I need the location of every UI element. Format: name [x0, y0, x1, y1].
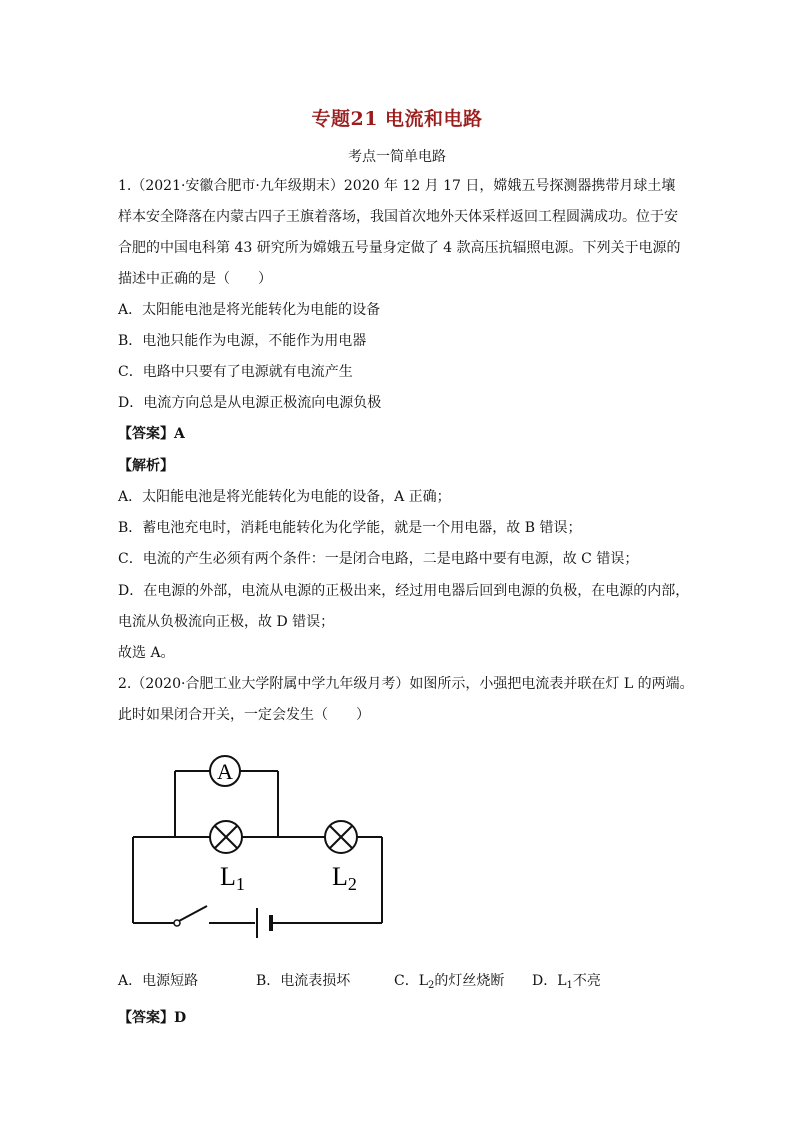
q2-option-a: A．电源短路 [118, 973, 199, 989]
lamp-l1-label: L1 [220, 862, 245, 894]
q1-analysis-line-1: A．太阳能电池是将光能转化为电能的设备，A 正确； [118, 489, 451, 505]
q1-answer: 【答案】A [118, 426, 185, 442]
q1-analysis-line-4: D．在电源的外部，电流从电源的正极出来，经过用电器后回到电源的负极，在电源的内部， [118, 583, 690, 599]
switch-lever [179, 906, 207, 921]
q2-answer: 【答案】D [118, 1010, 187, 1026]
q1-analysis-line-3: C．电流的产生必须有两个条件：一是闭合电路，二是电路中要有电源，故 C 错误； [118, 551, 639, 567]
q2-option-c: C．$L_2$的灯丝烧断 [394, 973, 505, 991]
section-heading: 考点一简单电路 [348, 149, 446, 165]
q2-stem-line-1: 2.（2020·合肥工业大学附属中学九年级月考）如图所示，小强把电流表并联在灯 L 的两端。 [118, 676, 694, 692]
q2-stem-line-2: 此时如果闭合开关，一定会发生（ ） [118, 707, 370, 723]
q1-analysis-conclusion: 故选 A。 [118, 645, 175, 661]
lamp-l2-label: L2 [332, 862, 357, 894]
ammeter-label: A [217, 759, 233, 784]
q1-analysis-line-5: 电流从负极流向正极，故 D 错误； [118, 614, 335, 630]
switch-pivot [174, 920, 180, 926]
circuit-diagram [125, 745, 395, 950]
q1-stem-line-2: 样本安全降落在内蒙古四子王旗着落场，我国首次地外天体采样返回工程圆满成功。位于安 [118, 209, 678, 225]
q2-option-d: D．$L_1$不亮 [532, 973, 601, 991]
q1-option-a: A．太阳能电池是将光能转化为电能的设备 [118, 302, 381, 318]
q1-option-c: C．电路中只要有了电源就有电流产生 [118, 364, 353, 380]
page-title: 专题21 电流和电路 [311, 108, 483, 130]
q1-analysis-line-2: B．蓄电池充电时，消耗电能转化为化学能，就是一个用电器，故 B 错误； [118, 520, 582, 536]
q1-option-b: B．电池只能作为电源，不能作为用电器 [118, 333, 367, 349]
q1-stem-line-3: 合肥的中国电科第 43 研究所为嫦娥五号量身定做了 4 款高压抗辐照电源。下列关于电源的 [118, 240, 681, 256]
q1-stem-line-4: 描述中正确的是（ ） [118, 271, 272, 287]
q1-stem-line-1: 1.（2021·安徽合肥市·九年级期末）2020 年 12 月 17 日，嫦娥五号探测器携带月球土壤 [118, 178, 676, 194]
q2-option-b: B．电流表损坏 [256, 973, 351, 989]
q1-option-d: D．电流方向总是从电源正极流向电源负极 [118, 395, 382, 411]
q1-analysis-label: 【解析】 [118, 458, 174, 474]
